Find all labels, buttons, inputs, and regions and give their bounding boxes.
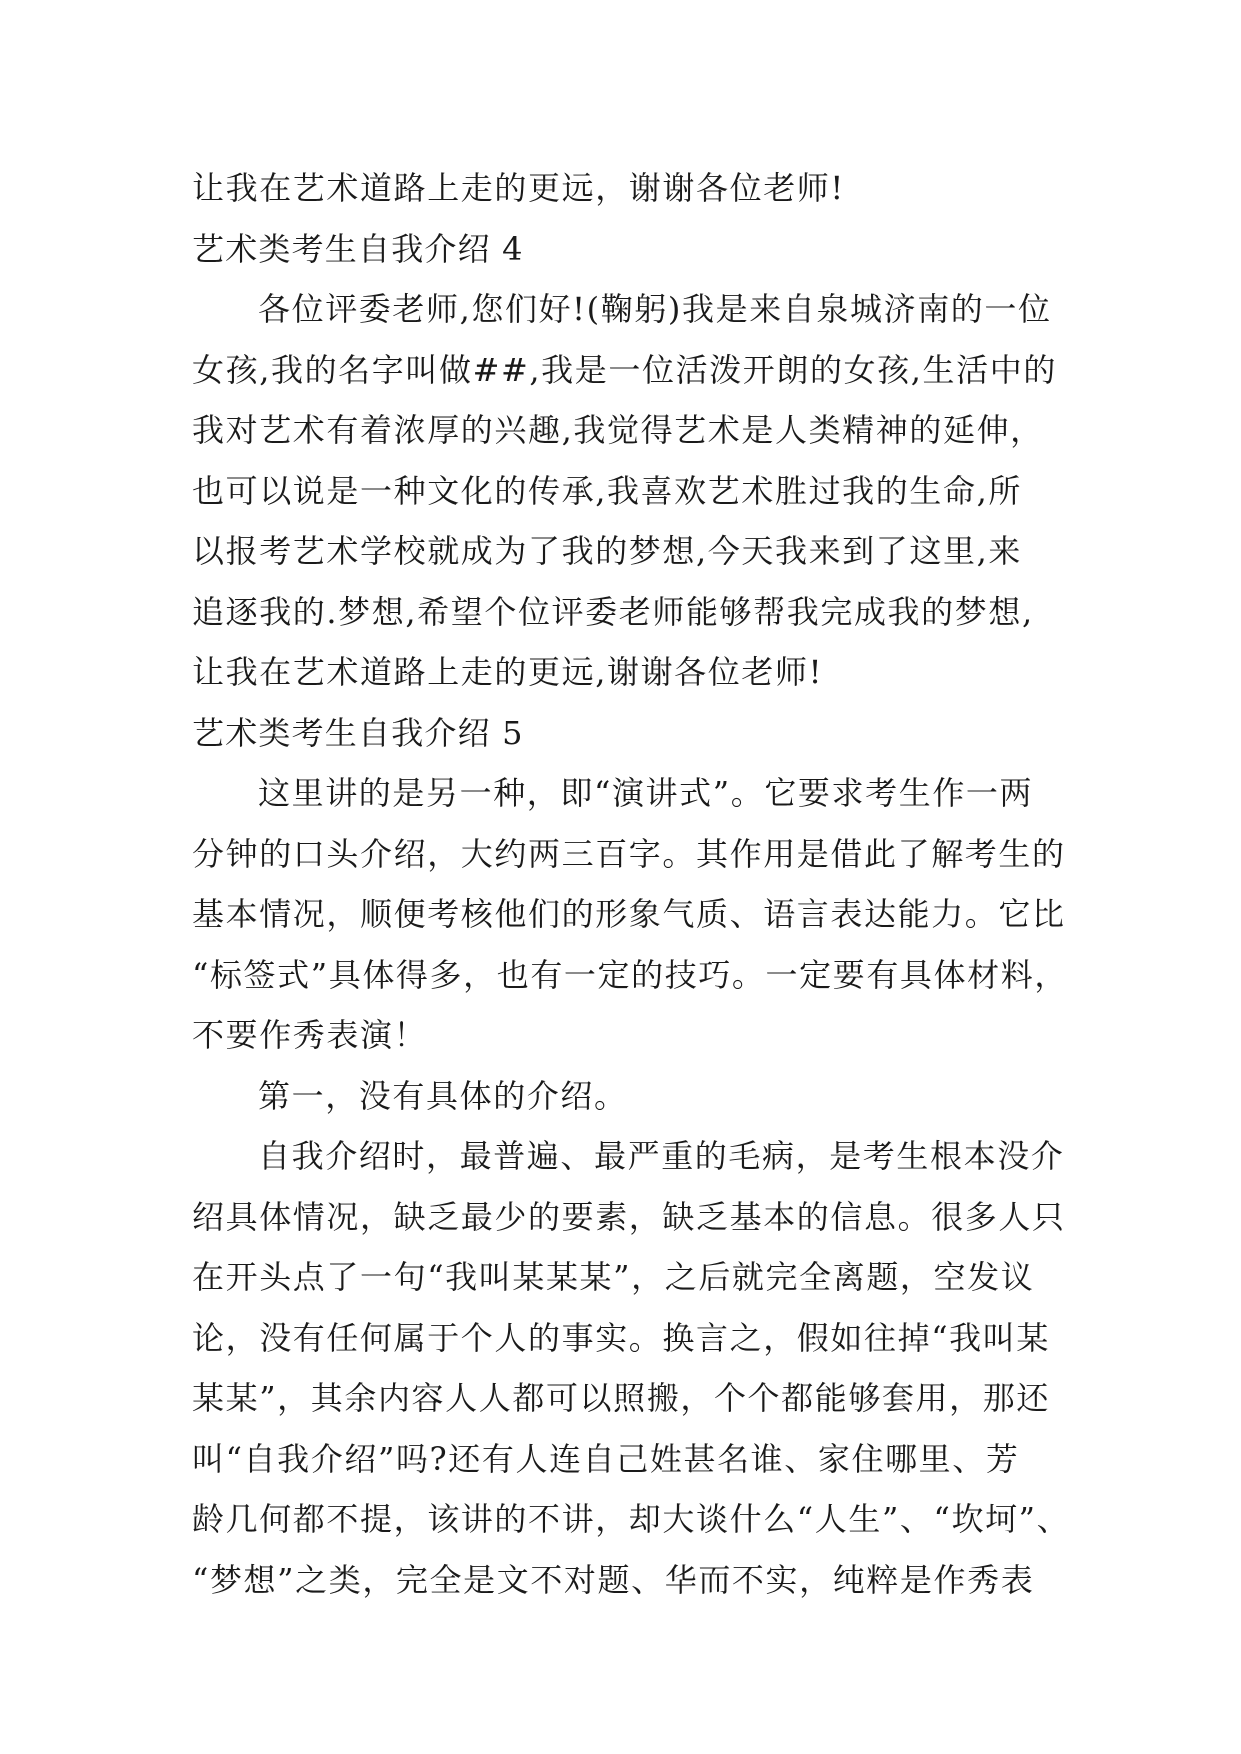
paragraph-line: 以报考艺术学校就成为了我的梦想,今天我来到了这里,来: [192, 532, 1022, 570]
paragraph-line: 自我介绍时，最普遍、最严重的毛病，是考生根本没介: [258, 1137, 1065, 1175]
paragraph-line: 叫“自我介绍”吗?还有人连自己姓甚名谁、家住哪里、芳: [192, 1439, 1020, 1478]
paragraph-line: 追逐我的.梦想,希望个位评委老师能够帮我完成我的梦想,: [192, 592, 1034, 631]
paragraph-line: 第一，没有具体的介绍。: [258, 1076, 628, 1115]
document-body: [192, 158, 1072, 1610]
paragraph-line: 让我在艺术道路上走的更远,谢谢各位老师!: [192, 653, 824, 691]
paragraph-line: 基本情况，顺便考核他们的形象气质、语言表达能力。它比: [192, 895, 1066, 933]
paragraph-line: 论，没有任何属于个人的事实。换言之，假如往掉“我叫某: [192, 1318, 1050, 1357]
paragraph-line: 不要作秀表演！: [192, 1016, 428, 1054]
paragraph-line: 在开头点了一句“我叫某某某”，之后就完全离题，空发议: [192, 1258, 1035, 1296]
section-heading: 艺术类考生自我介绍 4: [192, 229, 524, 268]
paragraph-line: 让我在艺术道路上走的更远，谢谢各位老师!: [192, 169, 845, 207]
paragraph-line: 也可以说是一种文化的传承,我喜欢艺术胜过我的生命,所: [192, 471, 1022, 510]
paragraph-line: 分钟的口头介绍，大约两三百字。其作用是借此了解考生的: [192, 834, 1066, 873]
paragraph-line: 某某”，其余内容人人都可以照搬，个个都能够套用，那还: [192, 1379, 1050, 1417]
paragraph-line: 绍具体情况，缺乏最少的要素，缺乏基本的信息。很多人只: [192, 1197, 1066, 1236]
section-heading: 艺术类考生自我介绍 5: [192, 713, 524, 752]
paragraph-line: 龄几何都不提，该讲的不讲，却大谈什么“人生”、“坎坷”、: [192, 1500, 1071, 1538]
paragraph-line: “标签式”具体得多，也有一定的技巧。一定要有具体材料，: [192, 955, 1068, 994]
paragraph-line: 女孩,我的名字叫做##,我是一位活泼开朗的女孩,生活中的: [192, 350, 1057, 389]
paragraph-line: 各位评委老师,您们好!(鞠躬)我是来自泉城济南的一位: [258, 290, 1052, 328]
paragraph-line: “梦想”之类，完全是文不对题、华而不实，纯粹是作秀表: [192, 1560, 1035, 1599]
paragraph-line: 我对艺术有着浓厚的兴趣,我觉得艺术是人类精神的延伸，: [192, 411, 1044, 449]
paragraph-line: 这里讲的是另一种，即“演讲式”。它要求考生作一两: [258, 774, 1034, 812]
